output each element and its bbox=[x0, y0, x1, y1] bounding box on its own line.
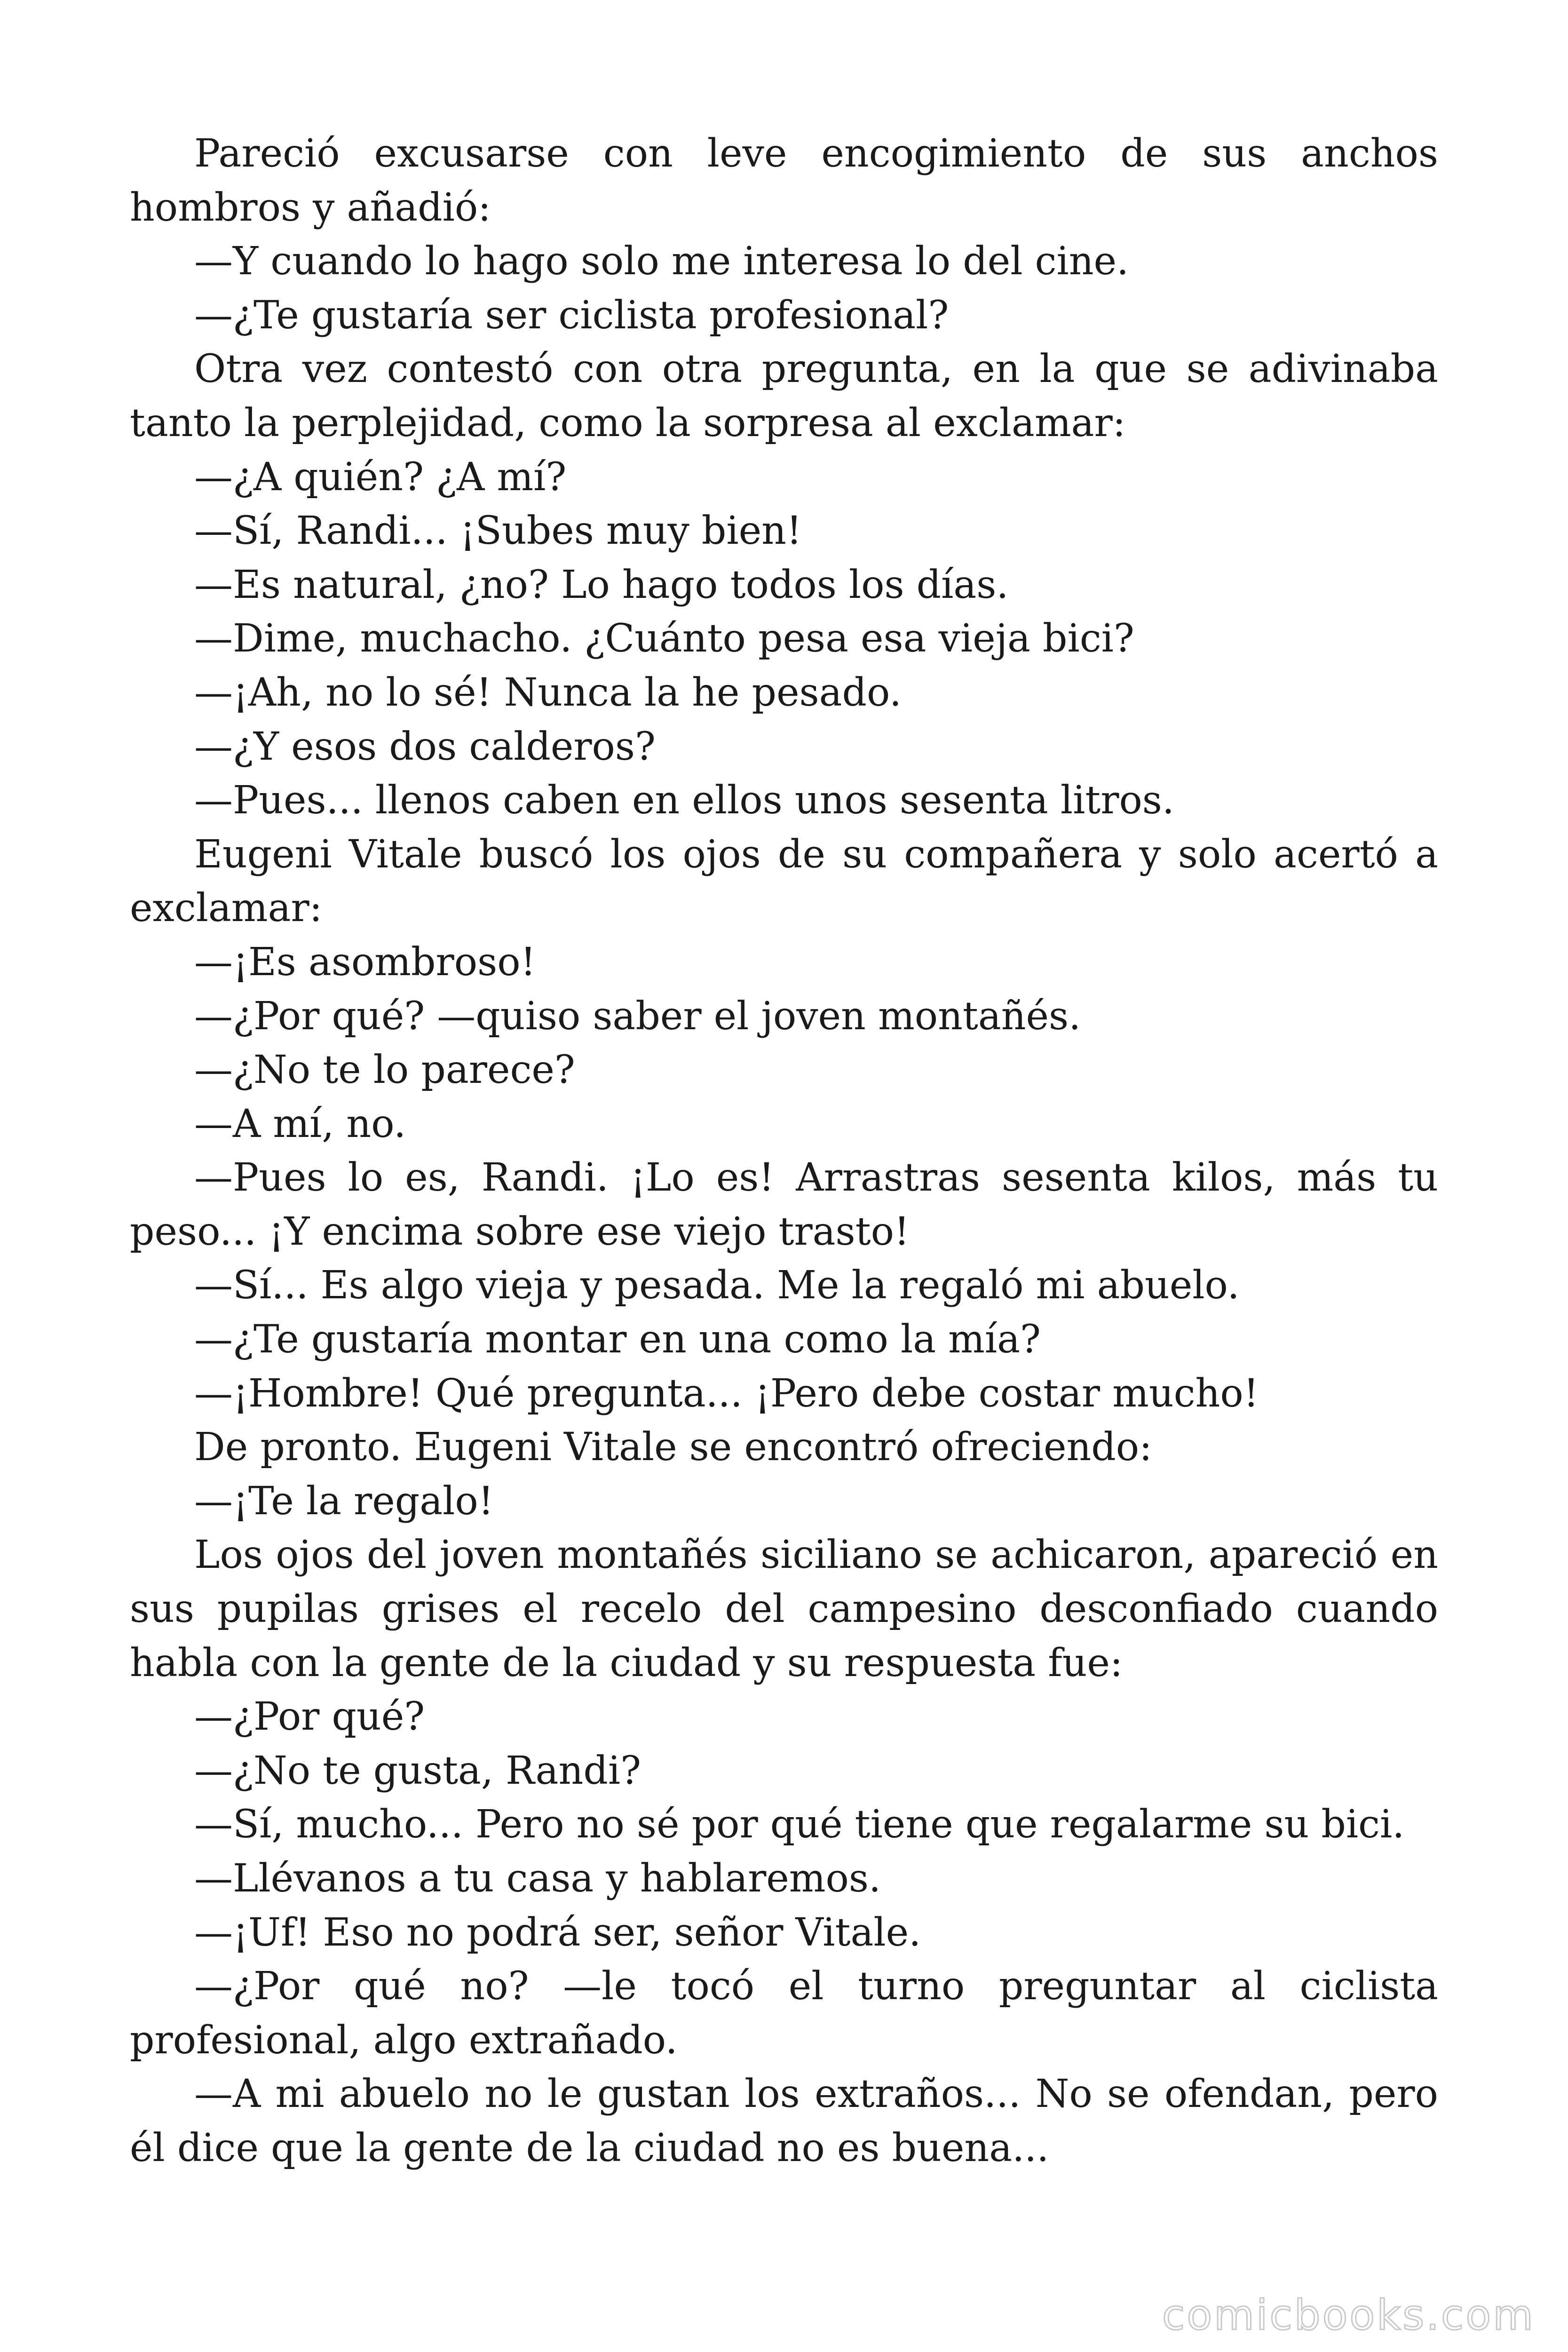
paragraph: —Y cuando lo hago solo me interesa lo del cine. bbox=[194, 239, 1129, 284]
paragraph: Otra vez contestó con otra pregunta, en la que se adivinaba tanto la perplejidad, como la sorpresa al exclamar: bbox=[130, 347, 1438, 445]
paragraph: —A mi abuelo no le gustan los extraños... No se ofendan, pero él dice que la gente de la ciudad no es buena... bbox=[130, 2072, 1438, 2170]
paragraph: —¿Te gustaría ser ciclista profesional? bbox=[194, 293, 949, 338]
paragraph: —¿No te lo parece? bbox=[194, 1048, 575, 1093]
paragraph: —¿Por qué? bbox=[194, 1694, 425, 1740]
paragraph: —Sí... Es algo vieja y pesada. Me la regaló mi abuelo. bbox=[194, 1263, 1240, 1308]
paragraph: —Dime, muchacho. ¿Cuánto pesa esa vieja bici? bbox=[194, 616, 1134, 661]
body-text bbox=[130, 127, 1438, 2176]
paragraph: —Sí, mucho... Pero no sé por qué tiene que regalarme su bici. bbox=[194, 1802, 1405, 1847]
paragraph: —¡Te la regalo! bbox=[194, 1478, 494, 1524]
paragraph: —¿No te gusta, Randi? bbox=[194, 1748, 641, 1793]
paragraph: —¿Por qué no? —le tocó el turno preguntar al ciclista profesional, algo extrañado. bbox=[130, 1964, 1438, 2063]
paragraph: —¿A quién? ¿A mí? bbox=[194, 454, 567, 500]
paragraph: —Pues... llenos caben en ellos unos sesenta litros. bbox=[194, 778, 1174, 823]
paragraph: —¿Por qué? —quiso saber el joven montañés. bbox=[194, 993, 1081, 1039]
paragraph: Los ojos del joven montañés siciliano se achicaron, apareció en sus pupilas grises el recelo del campesino desconfiado cuando habla con la gente de la ciudad y su respuesta fue: bbox=[130, 1533, 1438, 1685]
watermark: comicbooks.com bbox=[1162, 2291, 1535, 2339]
paragraph: —A mí, no. bbox=[194, 1101, 406, 1146]
paragraph: —¿Y esos dos calderos? bbox=[194, 724, 656, 769]
paragraph: —Sí, Randi... ¡Subes muy bien! bbox=[194, 509, 802, 554]
paragraph: —¡Uf! Eso no podrá ser, señor Vitale. bbox=[194, 1910, 921, 1955]
paragraph: Eugeni Vitale buscó los ojos de su compañera y solo acertó a exclamar: bbox=[130, 832, 1438, 931]
paragraph: —Llévanos a tu casa y hablaremos. bbox=[194, 1856, 881, 1901]
paragraph: De pronto. Eugeni Vitale se encontró ofreciendo: bbox=[194, 1425, 1152, 1470]
paragraph: —¡Es asombroso! bbox=[194, 939, 536, 985]
paragraph: Pareció excusarse con leve encogimiento de sus anchos hombros y añadió: bbox=[130, 131, 1438, 230]
paragraph: —¿Te gustaría montar en una como la mía? bbox=[194, 1317, 1041, 1362]
paragraph: —Pues lo es, Randi. ¡Lo es! Arrastras sesenta kilos, más tu peso... ¡Y encima sobre ese viejo trasto! bbox=[130, 1155, 1438, 1254]
paragraph: —Es natural, ¿no? Lo hago todos los días. bbox=[194, 562, 1009, 607]
paragraph: —¡Ah, no lo sé! Nunca la he pesado. bbox=[194, 670, 902, 715]
paragraph: —¡Hombre! Qué pregunta... ¡Pero debe costar mucho! bbox=[194, 1371, 1259, 1416]
